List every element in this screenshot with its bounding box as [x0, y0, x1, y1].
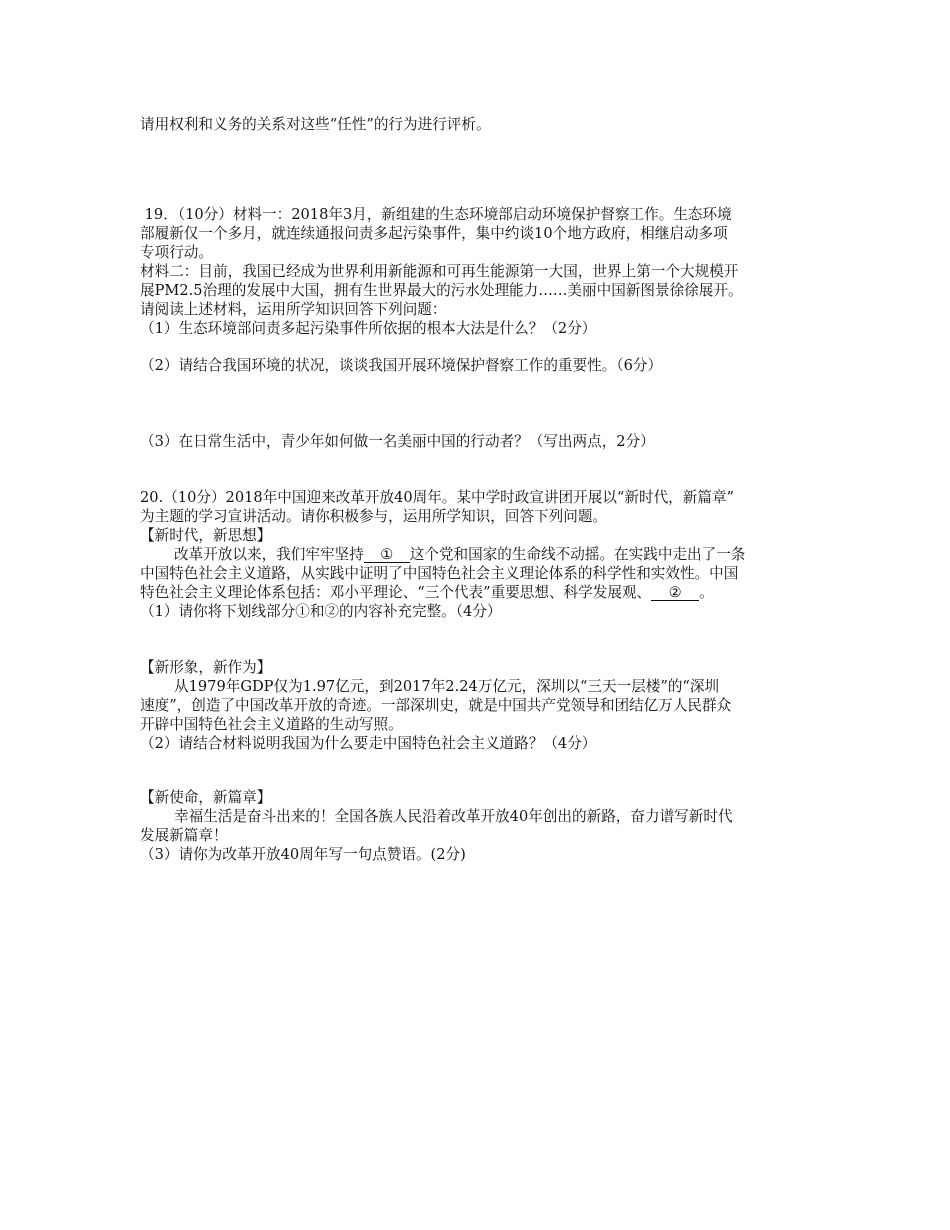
q20-intro-line-2: 为主题的学习宣讲活动。请你积极参与，运用所学知识，回答下列问题。: [140, 508, 608, 525]
q20-passage-b-line-3: 开辟中国特色社会主义道路的生动写照。: [140, 716, 403, 733]
section-heading-new-image: 【新形象，新作为】: [140, 659, 272, 676]
passage-text: 。: [699, 584, 714, 601]
q19-part-3: （3）在日常生活中，青少年如何做一名美丽中国的行动者？（写出两点，2分）: [140, 433, 655, 450]
fill-blank-1: ①: [364, 547, 410, 563]
intro-instruction: 请用权利和义务的关系对这些“任性”的行为进行评析。: [140, 116, 491, 133]
q20-part-2: （2）请结合材料说明我国为什么要走中国特色社会主义道路？（4分）: [140, 735, 597, 752]
passage-text: 这个党和国家的生命线不动摇。在实践中走出了一条: [409, 546, 746, 563]
q20-part-1: （1）请你将下划线部分①和②的内容补充完整。（4分）: [140, 603, 502, 620]
q19-part-1: （1）生态环境部问责多起污染事件所依据的根本大法是什么？（2分）: [140, 320, 597, 337]
q20-part-3: （3）请你为改革开放40周年写一句点赞语。(2分): [140, 846, 466, 863]
q20-passage-a-line-1: [174, 546, 745, 564]
q20-passage-b-line-2: 速度”，创造了中国改革开放的奇迹。一部深圳史，就是中国共产党领导和团结亿万人民群众: [140, 697, 732, 714]
q20-intro-line-1: 20.（10分）2018年中国迎来改革开放40周年。某中学时政宣讲团开展以“新时代，新篇章”: [140, 489, 735, 506]
q20-passage-c-line-1: 幸福生活是奋斗出来的！全国各族人民沿着改革开放40年创出的新路，奋力谱写新时代: [174, 808, 733, 825]
q20-passage-a-line-2: 中国特色社会主义道路，从实践中证明了中国特色社会主义理论体系的科学性和实效性。中国: [140, 565, 739, 582]
q20-passage-c-line-2: 发展新篇章！: [140, 827, 228, 844]
section-heading-new-mission: 【新使命，新篇章】: [140, 789, 272, 806]
q19-material-2-line-2: 展PM2.5治理的发展中大国，拥有生世界最大的污水处理能力……美丽中国新图景徐徐展开。: [140, 282, 743, 299]
q19-instruction: 请阅读上述材料，运用所学知识回答下列问题：: [140, 301, 447, 318]
q19-material-line-2: 部履新仅一个多月，就连续通报问责多起污染事件，集中约谈10个地方政府，相继启动多项: [140, 225, 728, 242]
q20-passage-b-line-1: 从1979年GDP仅为1.97亿元，到2017年2.24万亿元，深圳以“三天一层楼”的“深圳: [174, 678, 720, 695]
q19-material-line-3: 专项行动。: [140, 244, 213, 261]
fill-blank-2: ②: [651, 585, 699, 601]
q19-part-2: （2）请结合我国环境的状况，谈谈我国开展环境保护督察工作的重要性。（6分）: [140, 357, 663, 374]
passage-text: 改革开放以来，我们牢牢坚持: [174, 546, 364, 563]
q19-material-2-line-1: 材料二：目前，我国已经成为世界利用新能源和可再生能源第一大国，世界上第一个大规模开: [140, 263, 739, 280]
q19-material-line-1: 19．（10分）材料一：2018年3月，新组建的生态环境部启动环境保护督察工作。生态环境: [140, 206, 732, 223]
passage-text: 特色社会主义理论体系包括：邓小平理论、“三个代表”重要思想、科学发展观、: [140, 584, 652, 601]
section-heading-new-era: 【新时代，新思想】: [140, 527, 272, 544]
q20-passage-a-line-3: [140, 584, 714, 602]
